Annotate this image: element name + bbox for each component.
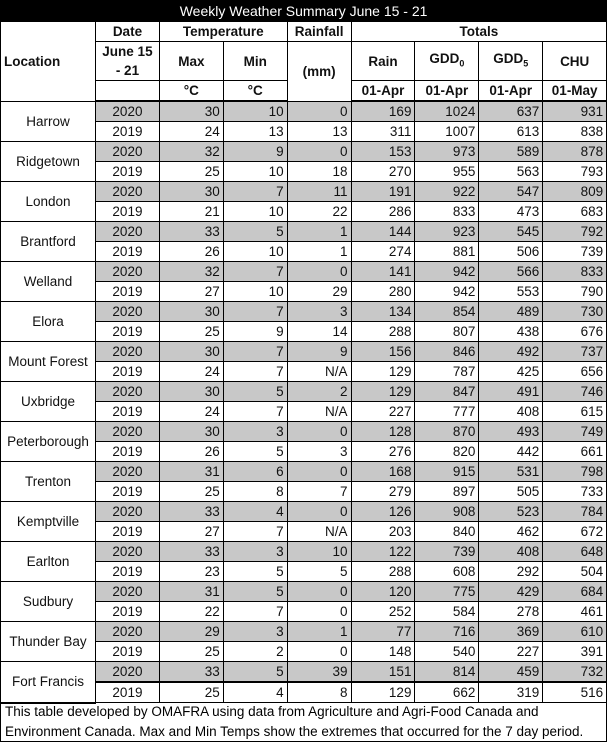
cell-gdd0: 608 — [415, 562, 479, 582]
cell-chu: 833 — [543, 262, 607, 282]
cell-max: 32 — [159, 262, 223, 282]
cell-rain: 122 — [351, 542, 415, 562]
cell-min: 10 — [223, 242, 287, 262]
cell-min: 5 — [223, 442, 287, 462]
cell-chu: 676 — [543, 322, 607, 342]
cell-gdd0: 854 — [415, 302, 479, 322]
cell-rain: 129 — [351, 362, 415, 382]
cell-rainfall: 0 — [287, 462, 351, 482]
header-max: Max — [159, 42, 223, 81]
cell-rain: 144 — [351, 222, 415, 242]
header-rainfall-unit: (mm) — [287, 42, 351, 102]
cell-min: 10 — [223, 282, 287, 302]
cell-max: 22 — [159, 602, 223, 622]
cell-gdd5: 292 — [479, 562, 543, 582]
cell-gdd5: 459 — [479, 662, 543, 683]
cell-gdd5: 637 — [479, 101, 543, 122]
cell-min: 9 — [223, 142, 287, 162]
cell-rain: 129 — [351, 382, 415, 402]
cell-rainfall: 3 — [287, 442, 351, 462]
cell-rainfall: 8 — [287, 682, 351, 703]
header-gdd5: $GDD_5$ — [479, 42, 543, 81]
cell-rain: 153 — [351, 142, 415, 162]
cell-rainfall: 2 — [287, 382, 351, 402]
cell-gdd5: 493 — [479, 422, 543, 442]
cell-gdd0: 807 — [415, 322, 479, 342]
location-name: Trenton — [1, 462, 96, 502]
header-gdd0: $GDD_0$ — [415, 42, 479, 81]
cell-rainfall: 0 — [287, 642, 351, 662]
cell-gdd5: 425 — [479, 362, 543, 382]
cell-max: 25 — [159, 682, 223, 703]
cell-year: 2019 — [96, 282, 160, 302]
cell-rain: 203 — [351, 522, 415, 542]
cell-year: 2020 — [96, 342, 160, 362]
cell-year: 2020 — [96, 101, 160, 122]
cell-gdd0: 820 — [415, 442, 479, 462]
table-row — [1, 542, 607, 562]
table-row — [1, 302, 607, 322]
cell-max: 27 — [159, 282, 223, 302]
cell-gdd5: 505 — [479, 482, 543, 502]
cell-rainfall: 0 — [287, 142, 351, 162]
cell-max: 26 — [159, 442, 223, 462]
cell-gdd0: 716 — [415, 622, 479, 642]
cell-year: 2019 — [96, 642, 160, 662]
cell-gdd5: 547 — [479, 182, 543, 202]
cell-rainfall: 18 — [287, 162, 351, 182]
cell-max: 30 — [159, 422, 223, 442]
cell-year: 2020 — [96, 582, 160, 602]
header-date: Date — [96, 22, 160, 42]
location-name: Ridgetown — [1, 142, 96, 182]
cell-gdd0: 922 — [415, 182, 479, 202]
cell-gdd0: 814 — [415, 662, 479, 683]
cell-gdd5: 491 — [479, 382, 543, 402]
cell-gdd5: 506 — [479, 242, 543, 262]
cell-gdd0: 846 — [415, 342, 479, 362]
cell-chu: 684 — [543, 582, 607, 602]
cell-year: 2019 — [96, 242, 160, 262]
cell-max: 24 — [159, 122, 223, 142]
cell-min: 13 — [223, 122, 287, 142]
cell-gdd5: 319 — [479, 682, 543, 703]
header-location: Location — [1, 22, 96, 102]
location-name: Brantford — [1, 222, 96, 262]
location-name: Earlton — [1, 542, 96, 582]
cell-rainfall: N/A — [287, 362, 351, 382]
cell-rain: 311 — [351, 122, 415, 142]
cell-year: 2019 — [96, 362, 160, 382]
cell-min: 6 — [223, 462, 287, 482]
table-row — [1, 462, 607, 482]
cell-rain: 227 — [351, 402, 415, 422]
cell-year: 2020 — [96, 182, 160, 202]
cell-max: 33 — [159, 502, 223, 522]
cell-rainfall: 1 — [287, 242, 351, 262]
cell-rainfall: 14 — [287, 322, 351, 342]
cell-max: 33 — [159, 542, 223, 562]
location-name: Harrow — [1, 101, 96, 142]
table-row — [1, 382, 607, 402]
cell-year: 2019 — [96, 482, 160, 502]
cell-gdd5: 566 — [479, 262, 543, 282]
cell-rain: 280 — [351, 282, 415, 302]
cell-max: 25 — [159, 322, 223, 342]
cell-gdd0: 833 — [415, 202, 479, 222]
table-row — [1, 101, 607, 122]
cell-gdd0: 739 — [415, 542, 479, 562]
cell-max: 25 — [159, 162, 223, 182]
cell-year: 2020 — [96, 302, 160, 322]
cell-min: 4 — [223, 682, 287, 703]
cell-min: 3 — [223, 422, 287, 442]
table-row — [1, 422, 607, 442]
cell-gdd0: 942 — [415, 282, 479, 302]
cell-max: 24 — [159, 362, 223, 382]
cell-gdd5: 489 — [479, 302, 543, 322]
cell-gdd0: 847 — [415, 382, 479, 402]
cell-max: 31 — [159, 462, 223, 482]
location-name: Uxbridge — [1, 382, 96, 422]
cell-min: 5 — [223, 562, 287, 582]
header-date-range: June 15 - 21 — [96, 42, 160, 81]
cell-gdd5: 473 — [479, 202, 543, 222]
cell-chu: 648 — [543, 542, 607, 562]
cell-chu: 516 — [543, 682, 607, 703]
cell-year: 2019 — [96, 682, 160, 703]
cell-min: 7 — [223, 522, 287, 542]
cell-rain: 151 — [351, 662, 415, 683]
cell-min: 9 — [223, 322, 287, 342]
cell-chu: 672 — [543, 522, 607, 542]
cell-chu: 798 — [543, 462, 607, 482]
cell-rain: 77 — [351, 622, 415, 642]
table-row — [1, 262, 607, 282]
cell-rainfall: 29 — [287, 282, 351, 302]
cell-max: 25 — [159, 482, 223, 502]
cell-chu: 461 — [543, 602, 607, 622]
location-name: Kemptville — [1, 502, 96, 542]
cell-min: 7 — [223, 302, 287, 322]
cell-gdd5: 492 — [479, 342, 543, 362]
cell-gdd5: 438 — [479, 322, 543, 342]
cell-min: 7 — [223, 362, 287, 382]
cell-gdd0: 840 — [415, 522, 479, 542]
cell-max: 21 — [159, 202, 223, 222]
cell-year: 2020 — [96, 662, 160, 683]
cell-rain: 286 — [351, 202, 415, 222]
location-name: Thunder Bay — [1, 622, 96, 662]
cell-rain: 276 — [351, 442, 415, 462]
cell-gdd0: 942 — [415, 262, 479, 282]
cell-rainfall: 11 — [287, 182, 351, 202]
table-row — [1, 142, 607, 162]
cell-rain: 141 — [351, 262, 415, 282]
cell-gdd0: 787 — [415, 362, 479, 382]
cell-min: 10 — [223, 101, 287, 122]
cell-rainfall: 0 — [287, 101, 351, 122]
cell-gdd0: 915 — [415, 462, 479, 482]
cell-min: 10 — [223, 162, 287, 182]
cell-year: 2019 — [96, 162, 160, 182]
cell-gdd0: 908 — [415, 502, 479, 522]
cell-min: 7 — [223, 182, 287, 202]
cell-rainfall: 1 — [287, 622, 351, 642]
cell-rain: 128 — [351, 422, 415, 442]
cell-rainfall: N/A — [287, 522, 351, 542]
cell-rain: 169 — [351, 101, 415, 122]
cell-rain: 274 — [351, 242, 415, 262]
cell-rain: 156 — [351, 342, 415, 362]
cell-chu: 733 — [543, 482, 607, 502]
cell-chu: 790 — [543, 282, 607, 302]
cell-gdd0: 897 — [415, 482, 479, 502]
cell-rainfall: 0 — [287, 422, 351, 442]
cell-gdd5: 408 — [479, 402, 543, 422]
cell-rain: 134 — [351, 302, 415, 322]
cell-min: 3 — [223, 622, 287, 642]
cell-year: 2019 — [96, 122, 160, 142]
cell-rainfall: 10 — [287, 542, 351, 562]
cell-min: 7 — [223, 342, 287, 362]
cell-chu: 683 — [543, 202, 607, 222]
header-rain-since: 01-Apr — [351, 81, 415, 102]
cell-chu: 661 — [543, 442, 607, 462]
table-title: Weekly Weather Summary June 15 - 21 — [1, 1, 607, 22]
header-totals: Totals — [351, 22, 607, 42]
cell-gdd0: 955 — [415, 162, 479, 182]
cell-rainfall: 13 — [287, 122, 351, 142]
table-row — [1, 622, 607, 642]
cell-chu: 739 — [543, 242, 607, 262]
cell-year: 2020 — [96, 262, 160, 282]
cell-rain: 129 — [351, 682, 415, 703]
cell-min: 10 — [223, 202, 287, 222]
cell-max: 30 — [159, 182, 223, 202]
header-max-unit: °C — [159, 81, 223, 102]
cell-chu: 737 — [543, 342, 607, 362]
cell-gdd0: 775 — [415, 582, 479, 602]
cell-rain: 126 — [351, 502, 415, 522]
cell-year: 2020 — [96, 542, 160, 562]
location-name: London — [1, 182, 96, 222]
cell-year: 2020 — [96, 622, 160, 642]
cell-rainfall: 3 — [287, 302, 351, 322]
cell-rainfall: 0 — [287, 602, 351, 622]
cell-min: 3 — [223, 542, 287, 562]
cell-rainfall: 7 — [287, 482, 351, 502]
header-rain: Rain — [351, 42, 415, 81]
cell-gdd5: 613 — [479, 122, 543, 142]
table-row — [1, 582, 607, 602]
cell-gdd0: 1007 — [415, 122, 479, 142]
cell-rain: 288 — [351, 322, 415, 342]
cell-chu: 610 — [543, 622, 607, 642]
header-rainfall: Rainfall — [287, 22, 351, 42]
cell-chu: 732 — [543, 662, 607, 683]
cell-rainfall: 22 — [287, 202, 351, 222]
cell-chu: 809 — [543, 182, 607, 202]
location-name: Peterborough — [1, 422, 96, 462]
cell-gdd5: 278 — [479, 602, 543, 622]
cell-min: 5 — [223, 582, 287, 602]
cell-chu: 391 — [543, 642, 607, 662]
cell-year: 2019 — [96, 202, 160, 222]
cell-gdd0: 870 — [415, 422, 479, 442]
table-row — [1, 222, 607, 242]
cell-chu: 504 — [543, 562, 607, 582]
cell-max: 30 — [159, 302, 223, 322]
cell-gdd5: 369 — [479, 622, 543, 642]
header-chu-since: 01-May — [543, 81, 607, 102]
cell-max: 32 — [159, 142, 223, 162]
cell-chu: 878 — [543, 142, 607, 162]
cell-gdd0: 973 — [415, 142, 479, 162]
cell-rainfall: 5 — [287, 562, 351, 582]
table-row — [1, 502, 607, 522]
cell-max: 24 — [159, 402, 223, 422]
header-gdd0-since: 01-Apr — [415, 81, 479, 102]
cell-min: 8 — [223, 482, 287, 502]
cell-min: 5 — [223, 382, 287, 402]
header-chu: CHU — [543, 42, 607, 81]
cell-gdd5: 462 — [479, 522, 543, 542]
cell-rain: 148 — [351, 642, 415, 662]
cell-year: 2020 — [96, 382, 160, 402]
cell-rain: 279 — [351, 482, 415, 502]
cell-min: 5 — [223, 222, 287, 242]
cell-gdd0: 540 — [415, 642, 479, 662]
cell-gdd0: 881 — [415, 242, 479, 262]
cell-chu: 749 — [543, 422, 607, 442]
cell-chu: 784 — [543, 502, 607, 522]
cell-max: 30 — [159, 382, 223, 402]
cell-rainfall: 1 — [287, 222, 351, 242]
cell-year: 2020 — [96, 462, 160, 482]
header-date-blank — [96, 81, 160, 102]
cell-rain: 168 — [351, 462, 415, 482]
cell-year: 2020 — [96, 142, 160, 162]
location-name: Welland — [1, 262, 96, 302]
location-name: Fort Francis — [1, 662, 96, 703]
cell-rainfall: 9 — [287, 342, 351, 362]
cell-min: 5 — [223, 662, 287, 683]
table-row — [1, 342, 607, 362]
cell-gdd5: 553 — [479, 282, 543, 302]
cell-chu: 615 — [543, 402, 607, 422]
cell-year: 2019 — [96, 522, 160, 542]
cell-chu: 656 — [543, 362, 607, 382]
cell-max: 33 — [159, 662, 223, 683]
cell-min: 2 — [223, 642, 287, 662]
cell-gdd0: 1024 — [415, 101, 479, 122]
cell-gdd5: 589 — [479, 142, 543, 162]
cell-rain: 191 — [351, 182, 415, 202]
cell-min: 4 — [223, 502, 287, 522]
cell-chu: 746 — [543, 382, 607, 402]
footnote: This table developed by OMAFRA using data from Agriculture and Agri-Food Canada and Environment Canada. Max and Min Temps show the extremes that occurred for the 7 day period. — [0, 702, 607, 742]
cell-rain: 270 — [351, 162, 415, 182]
cell-max: 30 — [159, 101, 223, 122]
cell-year: 2019 — [96, 442, 160, 462]
cell-rain: 120 — [351, 582, 415, 602]
cell-rainfall: 0 — [287, 582, 351, 602]
cell-gdd0: 923 — [415, 222, 479, 242]
cell-chu: 793 — [543, 162, 607, 182]
location-name: Mount Forest — [1, 342, 96, 382]
cell-rain: 252 — [351, 602, 415, 622]
cell-max: 30 — [159, 342, 223, 362]
cell-min: 7 — [223, 262, 287, 282]
cell-gdd5: 523 — [479, 502, 543, 522]
cell-year: 2020 — [96, 422, 160, 442]
cell-min: 7 — [223, 402, 287, 422]
cell-gdd5: 227 — [479, 642, 543, 662]
cell-max: 29 — [159, 622, 223, 642]
cell-gdd5: 408 — [479, 542, 543, 562]
cell-gdd5: 442 — [479, 442, 543, 462]
location-name: Elora — [1, 302, 96, 342]
header-temperature: Temperature — [159, 22, 287, 42]
cell-rain: 288 — [351, 562, 415, 582]
cell-chu: 792 — [543, 222, 607, 242]
header-min: Min — [223, 42, 287, 81]
cell-max: 31 — [159, 582, 223, 602]
cell-max: 25 — [159, 642, 223, 662]
header-min-unit: °C — [223, 81, 287, 102]
cell-max: 27 — [159, 522, 223, 542]
cell-gdd0: 584 — [415, 602, 479, 622]
cell-gdd5: 429 — [479, 582, 543, 602]
cell-rainfall: 0 — [287, 502, 351, 522]
cell-gdd0: 662 — [415, 682, 479, 703]
cell-min: 7 — [223, 602, 287, 622]
cell-year: 2019 — [96, 322, 160, 342]
cell-year: 2019 — [96, 562, 160, 582]
cell-gdd0: 777 — [415, 402, 479, 422]
cell-year: 2020 — [96, 222, 160, 242]
cell-rainfall: 39 — [287, 662, 351, 683]
location-name: Sudbury — [1, 582, 96, 622]
cell-gdd5: 563 — [479, 162, 543, 182]
cell-chu: 730 — [543, 302, 607, 322]
cell-chu: 931 — [543, 101, 607, 122]
cell-max: 26 — [159, 242, 223, 262]
cell-max: 33 — [159, 222, 223, 242]
cell-chu: 838 — [543, 122, 607, 142]
cell-gdd5: 531 — [479, 462, 543, 482]
table-row — [1, 182, 607, 202]
cell-rainfall: N/A — [287, 402, 351, 422]
cell-year: 2020 — [96, 502, 160, 522]
cell-year: 2019 — [96, 402, 160, 422]
cell-rainfall: 0 — [287, 262, 351, 282]
table-row — [1, 662, 607, 683]
cell-max: 23 — [159, 562, 223, 582]
cell-gdd5: 545 — [479, 222, 543, 242]
header-gdd5-since: 01-Apr — [479, 81, 543, 102]
cell-year: 2019 — [96, 602, 160, 622]
